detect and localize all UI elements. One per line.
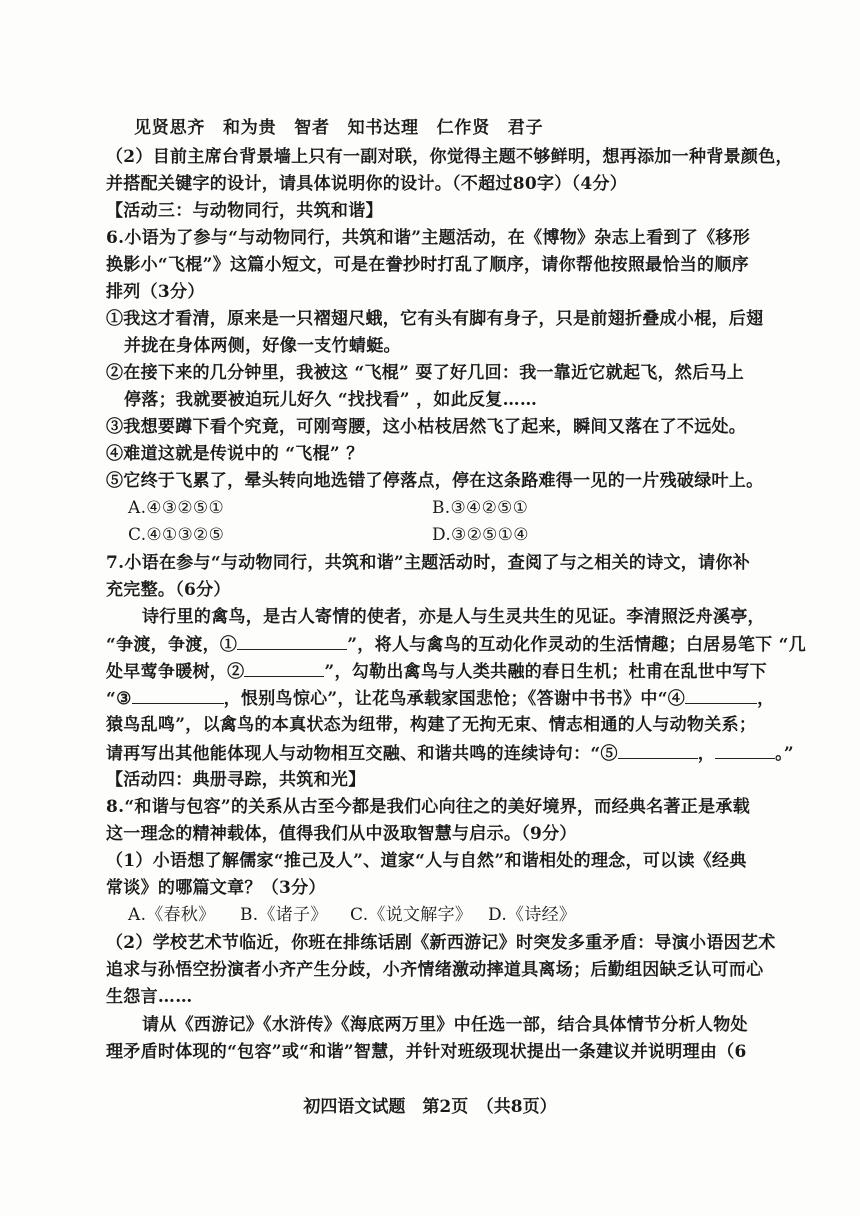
q8-part1-line1: （1）小语想了解儒家“推己及人”、道家“人与自然”和谐相处的理念，可以读《经典 <box>106 851 747 871</box>
q7-para-line3 <box>106 660 767 683</box>
keywords-line: 见贤思齐 和为贵 智者 知书达理 仁作贤 君子 <box>134 118 544 138</box>
q7-text: 请再写出其他能体现人与动物相互交融、和谐共鸣的连续诗句：“⑤ <box>106 744 618 764</box>
q8-part1-line2: 常谈》的哪篇文章？（3分） <box>106 878 326 898</box>
q7-text: ， <box>697 744 716 764</box>
q6-sentence1-b: 并拢在身体两侧，好像一支竹蜻蜓。 <box>124 336 401 356</box>
blank-4[interactable] <box>685 687 757 704</box>
q8-part2-line3: 生怨言…… <box>106 987 193 1007</box>
q7-text: 。” <box>775 744 794 764</box>
q8-prompt-line2: 理矛盾时体现的“包容”或“和谐”智慧，并针对班级现状提出一条建议并说明理由（6 <box>106 1042 747 1062</box>
q6-option-b: B.③④②⑤① <box>432 498 529 518</box>
q8-prompt-line1: 请从《西游记》《水浒传》《海底两万里》中任选一部，结合具体情节分析人物处 <box>142 1015 748 1035</box>
q8-option-d: D.《诗经》 <box>488 905 577 925</box>
q8-option-c: C.《说文解字》 <box>350 905 473 925</box>
page-footer: 初四语文试题 第2页 （共8页） <box>303 1097 557 1117</box>
q8-option-a: A.《春秋》 <box>128 905 216 925</box>
q7-text: 处早莺争暖树，② <box>106 662 245 682</box>
blank-2[interactable] <box>244 660 324 677</box>
q5-part2-line2: 并搭配关键字的设计，请具体说明你的设计。（不超过80字）（4分） <box>106 174 628 194</box>
blank-5a[interactable] <box>618 742 698 759</box>
q6-option-c: C.④①③②⑤ <box>128 525 225 545</box>
q6-line3: 排列（3分） <box>106 282 205 302</box>
q6-sentence4: ④难道这就是传说中的 “飞棍” ？ <box>106 444 364 464</box>
q7-text: “争渡，争渡，① <box>106 635 238 655</box>
q6-line1: 6.小语为了参与“与动物同行，共筑和谐”主题活动，在《博物》杂志上看到了《移形 <box>106 228 751 248</box>
activity3-heading: 【活动三：与动物同行，共筑和谐】 <box>106 201 383 221</box>
q5-part2-line1: （2）目前主席台背景墙上只有一副对联，你觉得主题不够鲜明，想再添加一种背景颜色， <box>106 147 793 167</box>
q7-para-line2 <box>106 633 806 656</box>
q7-text: ，恨别鸟惊心”，让花鸟承载家国悲怆；《答谢中书书》中“④ <box>223 689 686 709</box>
q6-sentence5: ⑤它终于飞累了，晕头转向地选错了停落点，停在这条路难得一见的一片残破绿叶上。 <box>106 471 764 491</box>
q8-part2-line1: （2）学校艺术节临近，你班在排练话剧《新西游记》时突发多重矛盾：导演小语因艺术 <box>106 933 776 953</box>
q6-sentence2-a: ②在接下来的几分钟里，我被这 “飞棍” 耍了好几回：我一靠近它就起飞，然后马上 <box>106 363 745 383</box>
q6-sentence3: ③我想要蹲下看个究竟，可刚弯腰，这小枯枝居然飞了起来，瞬间又落在了不远处。 <box>106 417 747 437</box>
q7-para-line4 <box>106 687 774 710</box>
q7-text: “③ <box>106 689 132 709</box>
blank-1[interactable] <box>237 633 347 650</box>
q7-para-line6 <box>106 742 794 765</box>
activity4-heading: 【活动四：典册寻踪，共筑和光】 <box>106 770 366 790</box>
q6-sentence1-a: ①我这才看清，原来是一只褶翅尺蛾，它有头有脚有身子，只是前翅折叠成小棍，后翅 <box>106 309 764 329</box>
q8-part2-line2: 追求与孙悟空扮演者小齐产生分歧，小齐情绪激动摔道具离场；后勤组因缺乏认可而心 <box>106 960 764 980</box>
q8-line2: 这一理念的精神载体，值得我们从中汲取智慧与启示。（9分） <box>106 824 577 844</box>
q6-option-d: D.③②⑤①④ <box>432 525 529 545</box>
q8-line1: 8.“和谐与包容”的关系从古至今都是我们心向往之的美好境界，而经典名著正是承载 <box>106 797 751 817</box>
blank-5b[interactable] <box>715 742 775 759</box>
q6-sentence2-b: 停落；我就要被迫玩儿好久 “找找看” ，如此反复…… <box>124 390 538 410</box>
q8-option-b: B.《诸子》 <box>240 905 328 925</box>
q7-text: ”，勾勒出禽鸟与人类共融的春日生机；杜甫在乱世中写下 <box>324 662 767 682</box>
q6-line2: 换影小“飞棍”》这篇小短文，可是在誊抄时打乱了顺序，请你帮他按照最恰当的顺序 <box>106 255 749 275</box>
q7-para-line5: 猿鸟乱鸣”，以禽鸟的本真状态为纽带，构建了无拘无束、情志相通的人与动物关系； <box>106 715 757 735</box>
q7-line2: 充完整。（6分） <box>106 580 231 600</box>
q7-text: ， <box>757 689 775 709</box>
q7-para-line1: 诗行里的禽鸟，是古人寄情的使者，亦是人与生灵共生的见证。李清照泛舟溪亭， <box>142 607 765 627</box>
blank-3[interactable] <box>132 687 224 704</box>
q7-text: ”，将人与禽鸟的互动化作灵动的生活情趣；白居易笔下 “几 <box>347 635 807 655</box>
q6-option-a: A.④③②⑤① <box>128 498 224 518</box>
q7-line1: 7.小语在参与“与动物同行，共筑和谐”主题活动时，查阅了与之相关的诗文，请你补 <box>106 553 751 573</box>
